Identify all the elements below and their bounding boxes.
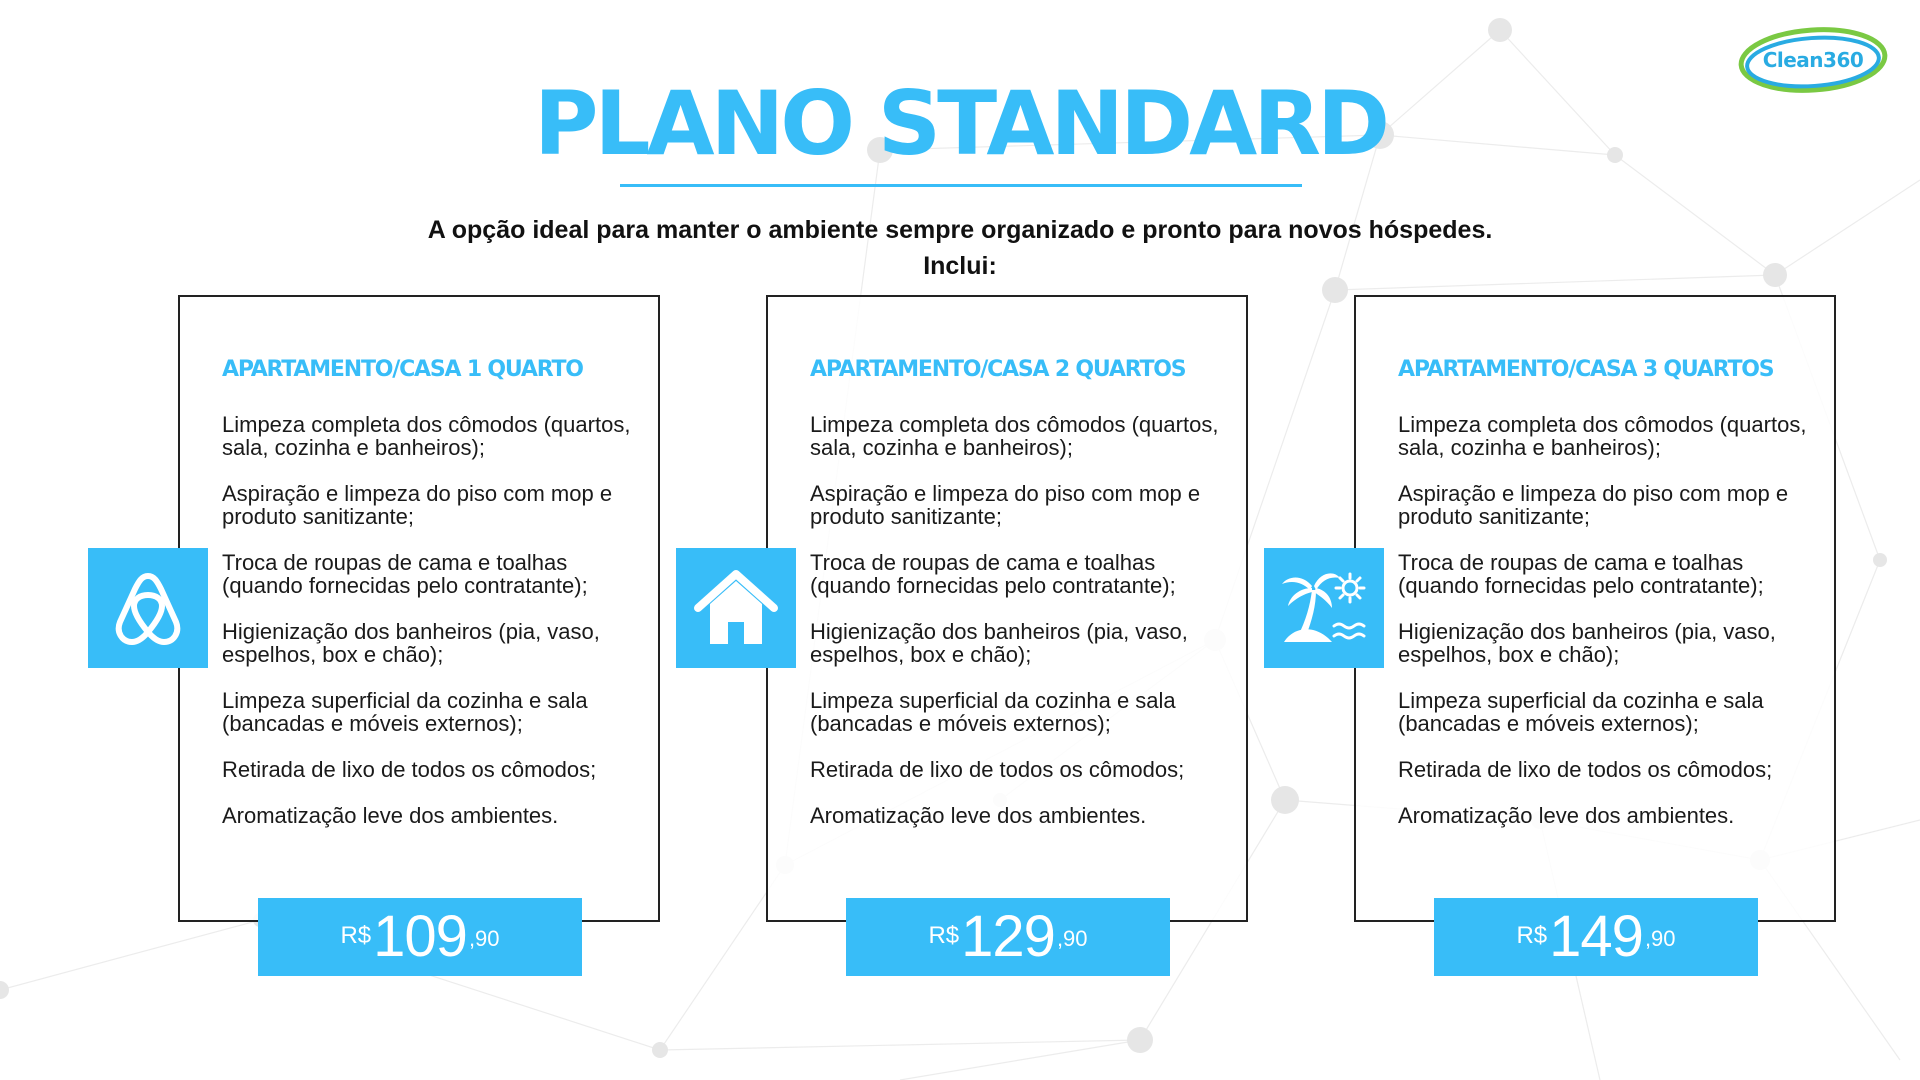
plan-card-3-quartos	[1354, 295, 1836, 922]
plan-item: Retirada de lixo de todos os cômodos;	[222, 757, 597, 782]
airbnb-icon	[88, 548, 208, 668]
plan-item: Limpeza completa dos cômodos (quartos, sala, cozinha e banheiros);	[1398, 412, 1807, 460]
plan-item: Limpeza completa dos cômodos (quartos, sala, cozinha e banheiros);	[222, 412, 631, 460]
plan-item: Troca de roupas de cama e toalhas (quando fornecidas pelo contratante);	[810, 550, 1176, 598]
price-cents: ,90	[1644, 926, 1676, 951]
beach-palm-icon	[1264, 548, 1384, 668]
page-subtitle: A opção ideal para manter o ambiente sempre organizado e pronto para novos hóspedes.	[427, 216, 1493, 244]
plan-title: APARTAMENTO/CASA 3 QUARTOS	[1398, 357, 1774, 382]
plan-item: Aspiração e limpeza do piso com mop e produto sanitizante;	[222, 481, 613, 529]
plan-item: Limpeza superficial da cozinha e sala (bancadas e móveis externos);	[810, 688, 1176, 736]
plan-items-list	[1398, 413, 1818, 850]
plan-items-list	[222, 413, 642, 850]
page-title: PLANO STANDARD	[533, 72, 1387, 175]
plan-title: APARTAMENTO/CASA 1 QUARTO	[222, 357, 583, 382]
price-currency: R$	[340, 922, 372, 949]
plan-item: Retirada de lixo de todos os cômodos;	[810, 757, 1185, 782]
price-cents: ,90	[468, 926, 500, 951]
plan-item: Aromatização leve dos ambientes.	[222, 803, 559, 828]
plan-item: Limpeza superficial da cozinha e sala (bancadas e móveis externos);	[222, 688, 588, 736]
plan-item: Limpeza superficial da cozinha e sala (bancadas e móveis externos);	[1398, 688, 1764, 736]
plan-item: Higienização dos banheiros (pia, vaso, espelhos, box e chão);	[1398, 619, 1776, 667]
plan-card-1-quarto	[178, 295, 660, 922]
price-tag-2-quartos	[846, 898, 1170, 976]
includes-label: Inclui:	[923, 252, 997, 280]
price-tag-3-quartos	[1434, 898, 1758, 976]
plan-title: APARTAMENTO/CASA 2 QUARTOS	[810, 357, 1186, 382]
plan-item: Troca de roupas de cama e toalhas (quando fornecidas pelo contratante);	[222, 550, 588, 598]
plan-item: Aromatização leve dos ambientes.	[810, 803, 1147, 828]
price-currency: R$	[928, 922, 960, 949]
plan-item: Higienização dos banheiros (pia, vaso, espelhos, box e chão);	[222, 619, 600, 667]
price-integer: 149	[1549, 904, 1643, 969]
plan-item: Retirada de lixo de todos os cômodos;	[1398, 757, 1773, 782]
plan-items-list	[810, 413, 1230, 850]
plan-item: Aromatização leve dos ambientes.	[1398, 803, 1735, 828]
house-icon	[676, 548, 796, 668]
plan-item: Aspiração e limpeza do piso com mop e produto sanitizante;	[810, 481, 1201, 529]
plan-item: Limpeza completa dos cômodos (quartos, sala, cozinha e banheiros);	[810, 412, 1219, 460]
price-currency: R$	[1516, 922, 1548, 949]
plan-item: Higienização dos banheiros (pia, vaso, espelhos, box e chão);	[810, 619, 1188, 667]
plan-item: Aspiração e limpeza do piso com mop e produto sanitizante;	[1398, 481, 1789, 529]
plan-item: Troca de roupas de cama e toalhas (quando fornecidas pelo contratante);	[1398, 550, 1764, 598]
price-cents: ,90	[1056, 926, 1088, 951]
price-tag-1-quarto	[258, 898, 582, 976]
price-integer: 109	[373, 904, 467, 969]
price-integer: 129	[961, 904, 1055, 969]
title-underline	[620, 184, 1302, 187]
logo-text: Clean360	[1762, 48, 1864, 72]
plan-card-2-quartos	[766, 295, 1248, 922]
